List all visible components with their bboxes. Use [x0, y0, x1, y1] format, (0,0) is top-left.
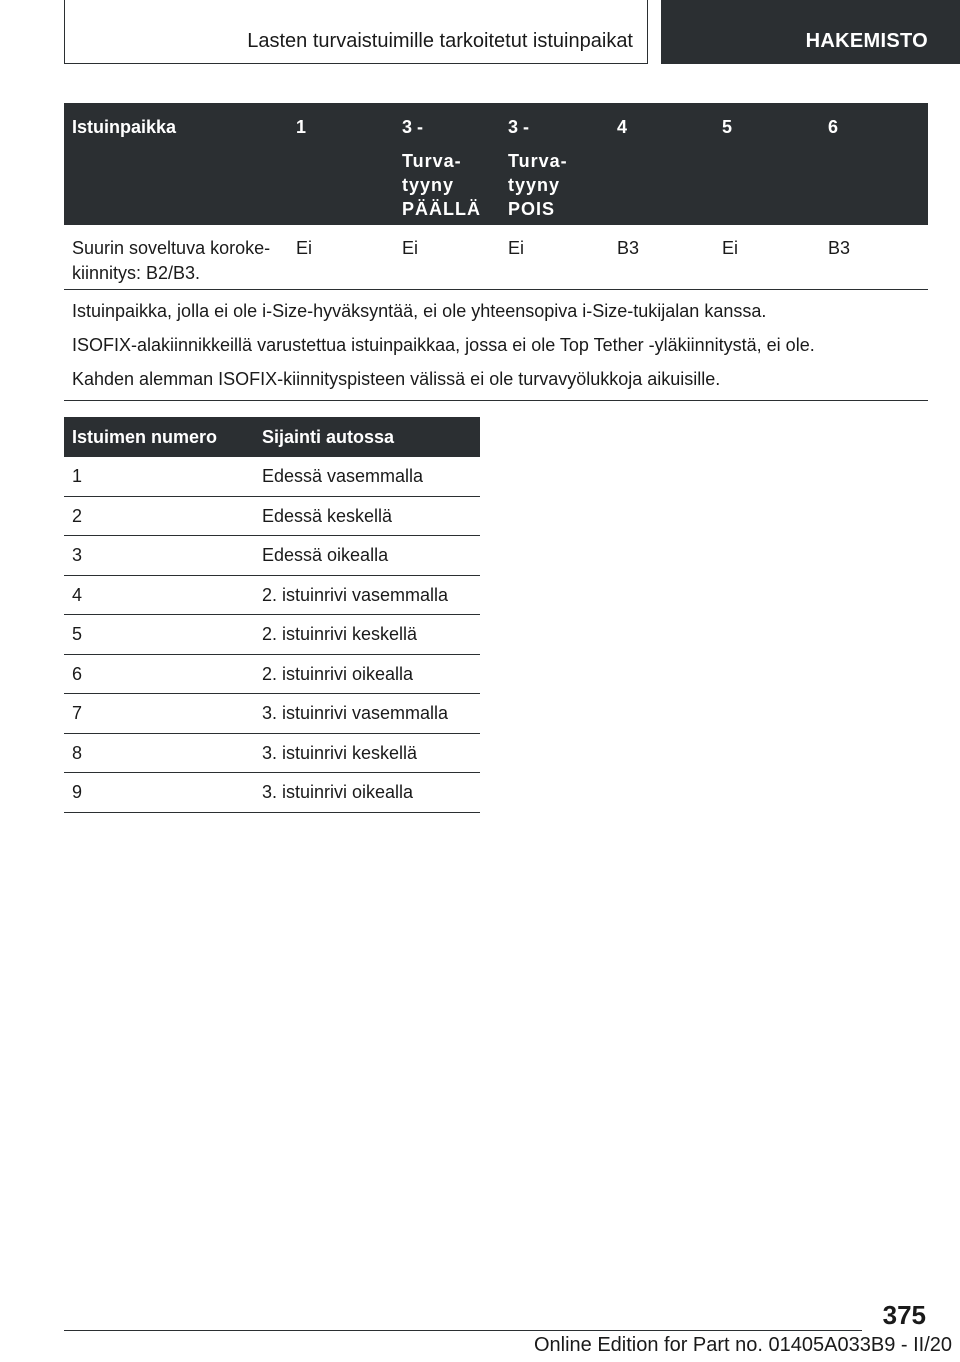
table-row [64, 536, 480, 576]
table-row [64, 225, 928, 289]
table-cell: 2. istuinrivi oikealla [262, 663, 414, 684]
header-title-box [64, 0, 648, 64]
seat-number-table [64, 417, 480, 813]
header-cell: 5 [722, 117, 733, 137]
table-cell: 9 [72, 782, 83, 802]
table-cell: 2. istuinrivi vasemmalla [262, 584, 449, 605]
table-row [64, 615, 480, 655]
table-cell: 2. istuinrivi keskellä [262, 624, 418, 644]
table-row [64, 576, 480, 616]
header-cell: 3 - Turva- tyyny POIS [508, 117, 568, 219]
table-cell: 4 [72, 584, 83, 605]
header-cell: Istuimen numero [72, 427, 218, 447]
table-header-row [64, 103, 928, 225]
page-number: 375 [882, 1300, 926, 1330]
table-cell: 5 [72, 624, 83, 644]
table-row [64, 694, 480, 734]
table-cell: 6 [72, 663, 83, 684]
header-cell: 1 [296, 117, 307, 137]
divider [64, 400, 928, 401]
header-cell: Sijainti autossa [262, 427, 395, 447]
header-cell: Istuinpaikka [72, 117, 177, 137]
table-header-row [64, 417, 480, 457]
seat-compatibility-table [64, 103, 928, 401]
table-cell: 3. istuinrivi vasemmalla [262, 703, 449, 723]
header-cell: 4 [617, 117, 628, 137]
table-cell: B3 [828, 238, 851, 258]
table-cell: Suurin soveltuva koroke- kiinnitys: B2/B3. [72, 238, 271, 283]
edition-note: Online Edition for Part no. 01405A033B9 - II/20 [533, 1334, 952, 1356]
table-cell: Ei [722, 238, 739, 258]
table-cell: Edessä oikealla [262, 545, 389, 565]
table-row [64, 773, 480, 813]
table-notes [64, 290, 928, 400]
table-cell: Ei [296, 238, 313, 258]
table-row [64, 655, 480, 695]
header-cell: 6 [828, 117, 839, 137]
note: ISOFIX-alakiinnikkeillä varustettua istuinpaikkaa, jossa ei ole Top Tether -yläkiinnitystä, ei ole. [72, 335, 815, 355]
table-row [64, 734, 480, 774]
table-row [64, 457, 480, 497]
table-row [64, 497, 480, 537]
table-cell: Edessä vasemmalla [262, 466, 424, 486]
note: Istuinpaikka, jolla ei ole i-Size-hyväksyntää, ei ole yhteensopiva i-Size-tukijalan kanssa. [72, 301, 767, 321]
header-title: Lasten turvaistuimille tarkoitetut istuinpaikat [247, 30, 633, 52]
table-cell: B3 [617, 238, 640, 258]
section-tab[interactable] [661, 0, 960, 64]
table-cell: Ei [508, 238, 525, 258]
section-tab-label: HAKEMISTO [805, 30, 928, 52]
table-cell: 7 [72, 703, 83, 723]
table-cell: 8 [72, 742, 83, 763]
table-cell: 1 [72, 466, 83, 486]
table-cell: 3. istuinrivi keskellä [262, 742, 418, 763]
footer-divider [64, 1330, 862, 1331]
note: Kahden alemman ISOFIX-kiinnityspisteen välissä ei ole turvavyölukkoja aikuisille. [72, 369, 721, 389]
table-cell: Ei [402, 238, 419, 258]
table-cell: Edessä keskellä [262, 505, 393, 526]
header-cell: 3 - Turva- tyyny PÄÄLLÄ [402, 117, 481, 219]
table-cell: 3. istuinrivi oikealla [262, 782, 414, 802]
table-cell: 3 [72, 545, 83, 565]
table-cell: 2 [72, 505, 83, 526]
